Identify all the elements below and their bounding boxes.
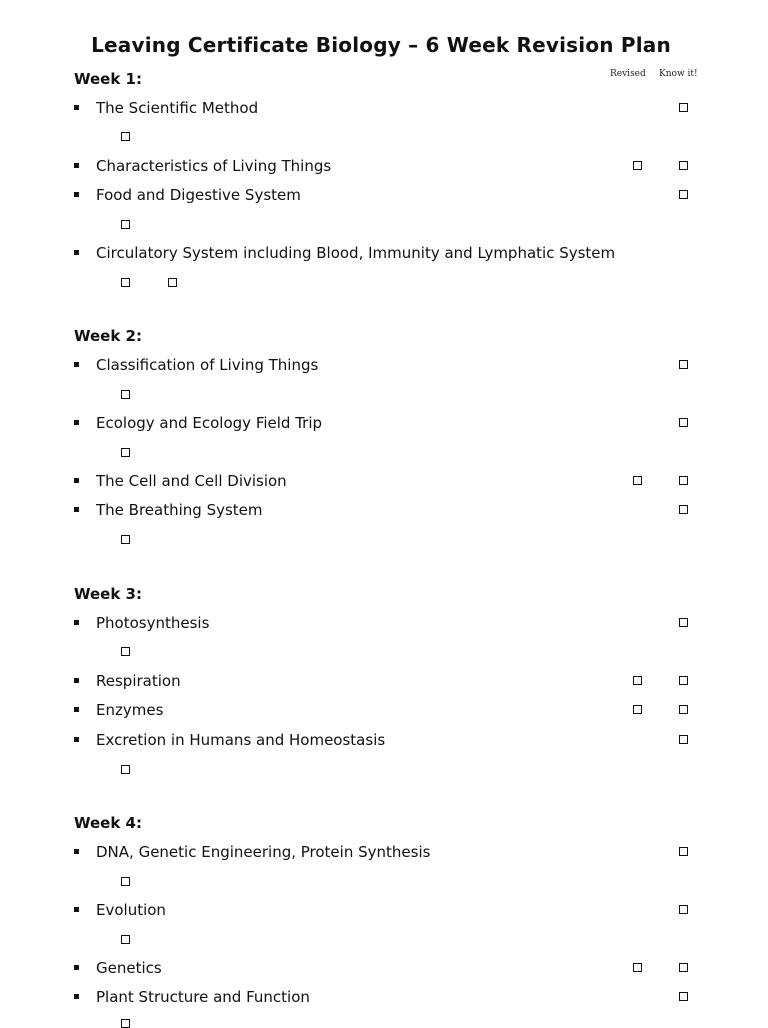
bullet-icon (74, 362, 79, 367)
revised-checkbox[interactable] (121, 220, 130, 229)
list-item (0, 186, 768, 206)
list-item (0, 501, 768, 521)
revised-checkbox[interactable] (121, 448, 130, 457)
revised-checkbox[interactable] (121, 535, 130, 544)
know-it-checkbox[interactable] (679, 676, 688, 685)
list-item (0, 672, 768, 692)
know-it-checkbox[interactable] (679, 161, 688, 170)
topic-label: The Breathing System (96, 501, 263, 519)
revised-checkbox[interactable] (633, 476, 642, 485)
revised-checkbox[interactable] (121, 647, 130, 656)
topic-label: Ecology and Ecology Field Trip (96, 414, 323, 432)
know-it-checkbox[interactable] (679, 905, 688, 914)
revised-checkbox[interactable] (633, 963, 642, 972)
list-item (0, 414, 768, 434)
bullet-icon (74, 163, 79, 168)
bullet-icon (74, 250, 79, 255)
week-4-heading: Week 4: (74, 814, 142, 832)
know-it-column-header: Know it! (659, 69, 698, 79)
topic-label: Classification of Living Things (96, 356, 319, 374)
bullet-icon (74, 105, 79, 110)
topic-label: DNA, Genetic Engineering, Protein Synthesis (96, 843, 431, 861)
bullet-icon (74, 507, 79, 512)
know-it-checkbox[interactable] (679, 847, 688, 856)
topic-label: Excretion in Humans and Homeostasis (96, 731, 386, 749)
revised-column-header: Revised (610, 69, 646, 79)
revised-checkbox[interactable] (633, 705, 642, 714)
list-item (0, 901, 768, 921)
bullet-icon (74, 849, 79, 854)
bullet-icon (74, 420, 79, 425)
revised-checkbox[interactable] (121, 278, 130, 287)
topic-label: The Cell and Cell Division (96, 472, 287, 490)
know-it-checkbox[interactable] (679, 735, 688, 744)
revised-checkbox[interactable] (121, 935, 130, 944)
topic-label: Enzymes (96, 701, 164, 719)
bullet-icon (74, 620, 79, 625)
topic-label: Plant Structure and Function (96, 988, 310, 1006)
list-item (0, 959, 768, 979)
list-item (0, 356, 768, 376)
topic-label: The Scientific Method (96, 99, 259, 117)
list-item (0, 244, 768, 264)
topic-label: Circulatory System including Blood, Immunity and Lymphatic System (96, 244, 616, 262)
know-it-checkbox[interactable] (679, 963, 688, 972)
know-it-checkbox[interactable] (679, 476, 688, 485)
list-item (0, 731, 768, 751)
bullet-icon (74, 707, 79, 712)
revised-checkbox[interactable] (121, 765, 130, 774)
list-item (0, 472, 768, 492)
week-2-heading: Week 2: (74, 327, 142, 345)
know-it-checkbox[interactable] (679, 190, 688, 199)
list-item (0, 614, 768, 634)
bullet-icon (74, 965, 79, 970)
list-item (0, 157, 768, 177)
bullet-icon (74, 478, 79, 483)
page-title: Leaving Certificate Biology – 6 Week Revision Plan (91, 33, 671, 57)
list-item (0, 99, 768, 119)
revised-checkbox[interactable] (121, 132, 130, 141)
bullet-icon (74, 737, 79, 742)
know-it-checkbox[interactable] (679, 705, 688, 714)
revised-checkbox[interactable] (633, 676, 642, 685)
revised-checkbox[interactable] (633, 161, 642, 170)
topic-label: Characteristics of Living Things (96, 157, 332, 175)
know-it-checkbox[interactable] (679, 618, 688, 627)
list-item (0, 843, 768, 863)
revised-checkbox[interactable] (121, 390, 130, 399)
know-it-checkbox[interactable] (679, 505, 688, 514)
bullet-icon (74, 907, 79, 912)
list-item (0, 988, 768, 1008)
week-1-heading: Week 1: (74, 70, 142, 88)
topic-label: Evolution (96, 901, 166, 919)
know-it-checkbox[interactable] (679, 360, 688, 369)
bullet-icon (74, 994, 79, 999)
topic-label: Respiration (96, 672, 181, 690)
revised-checkbox[interactable] (121, 877, 130, 886)
know-it-checkbox[interactable] (679, 103, 688, 112)
topic-label: Genetics (96, 959, 162, 977)
bullet-icon (74, 678, 79, 683)
know-it-checkbox[interactable] (168, 278, 177, 287)
know-it-checkbox[interactable] (679, 418, 688, 427)
bullet-icon (74, 192, 79, 197)
week-3-heading: Week 3: (74, 585, 142, 603)
topic-label: Food and Digestive System (96, 186, 301, 204)
know-it-checkbox[interactable] (679, 992, 688, 1001)
topic-label: Photosynthesis (96, 614, 210, 632)
list-item (0, 701, 768, 721)
